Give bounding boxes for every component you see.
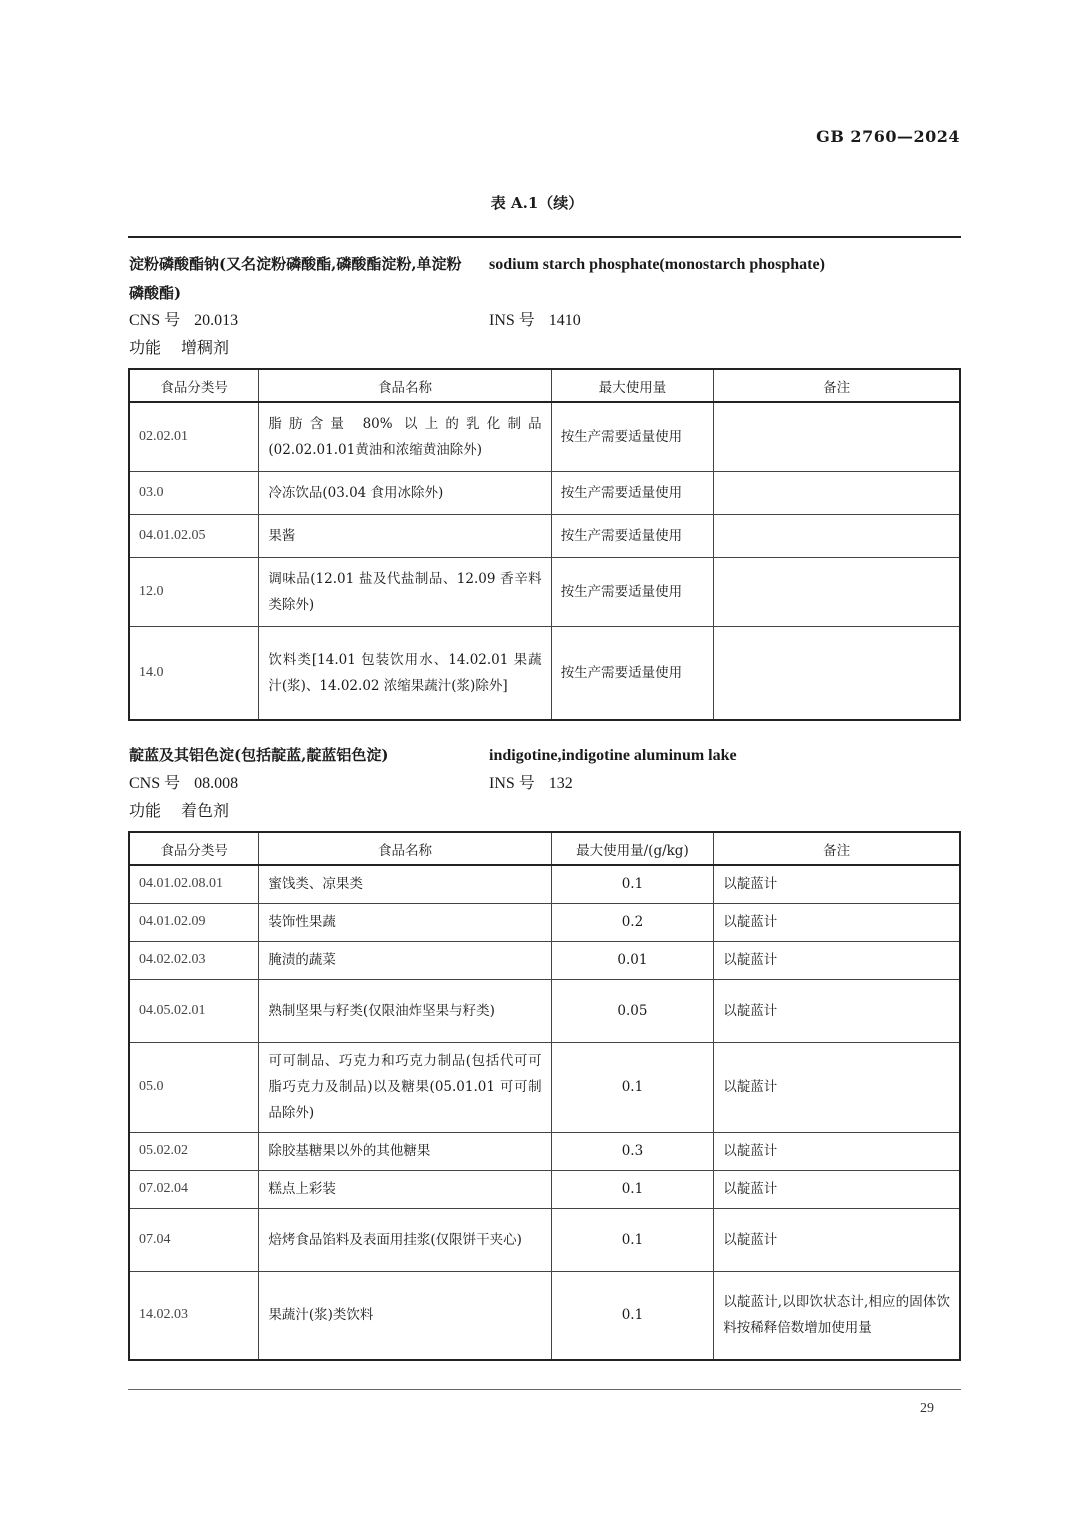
ins-number [489, 307, 581, 335]
function [129, 335, 229, 363]
column-header: 食品名称 [259, 832, 551, 865]
food-code: 05.0 [129, 1042, 259, 1132]
note: 以靛蓝计 [714, 1208, 960, 1271]
ins-label: INS 号 [489, 312, 535, 329]
standard-number: GB 2760—2024 [816, 127, 960, 146]
food-name: 除胶基糖果以外的其他糖果 [259, 1132, 551, 1170]
food-code: 04.01.02.09 [129, 903, 259, 941]
food-name: 脂肪含量 80% 以上的乳化制品(02.02.01.01黄油和浓缩黄油除外) [259, 402, 551, 471]
ins-label: INS 号 [489, 775, 535, 792]
table-row [129, 979, 960, 1042]
food-code: 04.01.02.08.01 [129, 865, 259, 903]
table-row [129, 1132, 960, 1170]
note [714, 626, 960, 720]
column-header: 最大使用量/(g/kg) [551, 832, 714, 865]
table-row [129, 557, 960, 626]
table-row [129, 626, 960, 720]
food-name: 糕点上彩装 [259, 1170, 551, 1208]
cns-number [129, 770, 238, 798]
food-code: 04.01.02.05 [129, 514, 259, 557]
max-usage: 0.1 [551, 1170, 714, 1208]
food-code: 05.02.02 [129, 1132, 259, 1170]
column-header: 备注 [714, 832, 960, 865]
function-label: 功能 [129, 803, 162, 820]
food-code: 14.0 [129, 626, 259, 720]
table-row [129, 402, 960, 471]
note [714, 557, 960, 626]
function-value: 着色剂 [181, 803, 230, 820]
header-rule [128, 236, 961, 238]
cns-label: CNS 号 [129, 312, 181, 329]
table-row [129, 903, 960, 941]
table-header-row [129, 832, 960, 865]
usage-table [128, 368, 961, 721]
max-usage: 0.05 [551, 979, 714, 1042]
table-row [129, 1208, 960, 1271]
table-header-row [129, 369, 960, 402]
additive-cn-name: 靛蓝及其铝色淀(包括靛蓝,靛蓝铝色淀) [129, 746, 389, 764]
table-row [129, 514, 960, 557]
food-code: 04.05.02.01 [129, 979, 259, 1042]
table-row [129, 865, 960, 903]
note: 以靛蓝计 [714, 979, 960, 1042]
max-usage: 0.3 [551, 1132, 714, 1170]
ins-value: 132 [548, 775, 573, 792]
additive-en-name: indigotine,indigotine aluminum lake [489, 747, 737, 764]
footer-rule [128, 1389, 961, 1390]
food-name: 蜜饯类、凉果类 [259, 865, 551, 903]
additive-en-name: sodium starch phosphate(monostarch phosphate) [489, 256, 825, 273]
food-code: 12.0 [129, 557, 259, 626]
food-name: 冷冻饮品(03.04 食用冰除外) [259, 471, 551, 514]
additive-entry-header [129, 741, 961, 829]
food-code: 07.02.04 [129, 1170, 259, 1208]
max-usage: 按生产需要适量使用 [551, 471, 714, 514]
max-usage: 0.01 [551, 941, 714, 979]
max-usage: 0.1 [551, 1042, 714, 1132]
cns-number [129, 307, 238, 335]
note: 以靛蓝计 [714, 1170, 960, 1208]
food-code: 14.02.03 [129, 1271, 259, 1360]
function-value: 增稠剂 [181, 340, 230, 357]
food-name: 可可制品、巧克力和巧克力制品(包括代可可脂巧克力及制品)以及糖果(05.01.01 可可制品除外) [259, 1042, 551, 1132]
food-name: 腌渍的蔬菜 [259, 941, 551, 979]
food-code: 04.02.02.03 [129, 941, 259, 979]
food-name: 焙烤食品馅料及表面用挂浆(仅限饼干夹心) [259, 1208, 551, 1271]
max-usage: 按生产需要适量使用 [551, 557, 714, 626]
max-usage: 0.1 [551, 865, 714, 903]
column-header: 备注 [714, 369, 960, 402]
table-caption: 表 A.1（续） [490, 194, 584, 212]
food-name: 果酱 [259, 514, 551, 557]
max-usage: 按生产需要适量使用 [551, 626, 714, 720]
food-code: 02.02.01 [129, 402, 259, 471]
page-number: 29 [920, 1401, 934, 1416]
note: 以靛蓝计 [714, 941, 960, 979]
additive-cn-name: 淀粉磷酸酯钠(又名淀粉磷酸酯,磷酸酯淀粉,单淀粉磷酸酯) [129, 255, 462, 302]
cns-value: 20.013 [194, 312, 239, 329]
note: 以靛蓝计 [714, 903, 960, 941]
column-header: 食品名称 [259, 369, 551, 402]
function-label: 功能 [129, 340, 162, 357]
note: 以靛蓝计,以即饮状态计,相应的固体饮料按稀释倍数增加使用量 [714, 1271, 960, 1360]
cns-value: 08.008 [194, 775, 239, 792]
column-header: 最大使用量 [551, 369, 714, 402]
food-name: 调味品(12.01 盐及代盐制品、12.09 香辛料类除外) [259, 557, 551, 626]
table-row [129, 941, 960, 979]
column-header: 食品分类号 [129, 832, 259, 865]
food-name: 果蔬汁(浆)类饮料 [259, 1271, 551, 1360]
note: 以靛蓝计 [714, 1132, 960, 1170]
max-usage: 0.1 [551, 1271, 714, 1360]
usage-table [128, 831, 961, 1361]
note [714, 402, 960, 471]
table-row [129, 1271, 960, 1360]
function [129, 798, 229, 826]
ins-number [489, 770, 573, 798]
table-row [129, 471, 960, 514]
additive-entry-header [129, 250, 961, 365]
food-code: 07.04 [129, 1208, 259, 1271]
table-row [129, 1042, 960, 1132]
max-usage: 0.2 [551, 903, 714, 941]
max-usage: 按生产需要适量使用 [551, 402, 714, 471]
food-code: 03.0 [129, 471, 259, 514]
food-name: 装饰性果蔬 [259, 903, 551, 941]
food-name: 饮料类[14.01 包装饮用水、14.02.01 果蔬汁(浆)、14.02.02 浓缩果蔬汁(浆)除外] [259, 626, 551, 720]
note: 以靛蓝计 [714, 1042, 960, 1132]
ins-value: 1410 [548, 312, 581, 329]
table-row [129, 1170, 960, 1208]
max-usage: 0.1 [551, 1208, 714, 1271]
max-usage: 按生产需要适量使用 [551, 514, 714, 557]
food-name: 熟制坚果与籽类(仅限油炸坚果与籽类) [259, 979, 551, 1042]
note: 以靛蓝计 [714, 865, 960, 903]
column-header: 食品分类号 [129, 369, 259, 402]
note [714, 514, 960, 557]
cns-label: CNS 号 [129, 775, 181, 792]
note [714, 471, 960, 514]
